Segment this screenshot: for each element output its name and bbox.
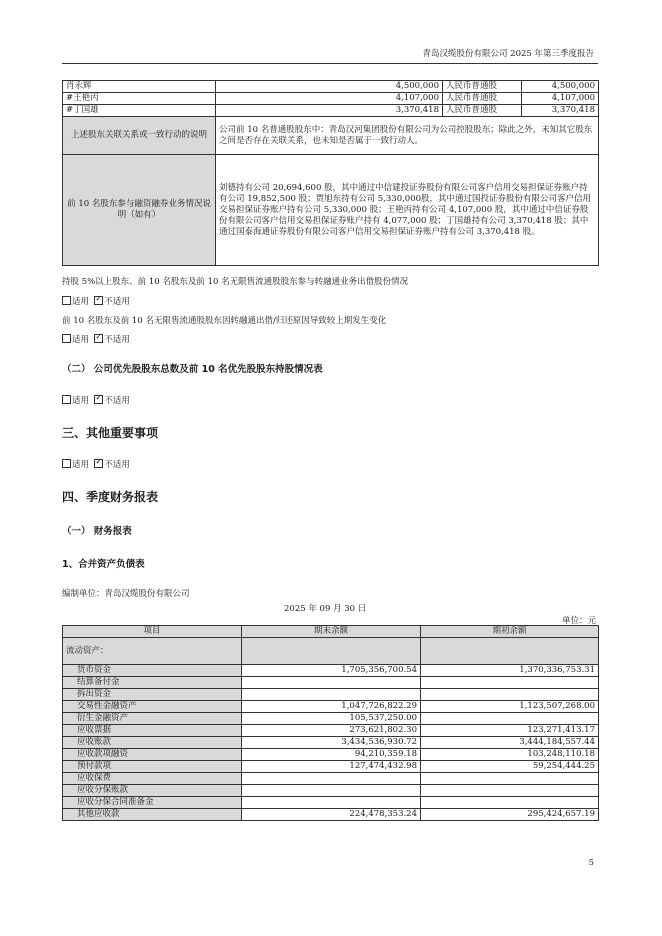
bs-end-value: 273,621,802.30 xyxy=(242,725,421,737)
balance-row xyxy=(63,785,599,797)
bs-item: 应收分保账款 xyxy=(63,785,242,797)
bs-end-value: 1,047,726,822.29 xyxy=(242,701,421,713)
balance-row xyxy=(63,737,599,749)
bs-begin-value xyxy=(421,797,599,809)
bs-item: 其他应收款 xyxy=(63,809,242,821)
balance-row xyxy=(63,773,599,785)
balance-row xyxy=(63,797,599,809)
lend-title: 持股 5%以上股东、前 10 名股东及前 10 名无限售流通股股东参与转融通业务出借股份情况 xyxy=(62,277,409,287)
holder-name: 肖永辉 xyxy=(63,81,216,93)
bs-begin-value: 1,370,336,753.31 xyxy=(421,665,599,677)
holder-name: #王艳丙 xyxy=(63,93,216,105)
unit-label: 单位：元 xyxy=(561,616,596,626)
bs-end-value xyxy=(242,773,421,785)
bs-begin-value: 123,271,413.17 xyxy=(421,725,599,737)
share-type: 人民币普通股 xyxy=(443,105,522,117)
col-header-begin: 期初余额 xyxy=(421,626,599,638)
bs-end-value xyxy=(242,677,421,689)
bs-begin-value xyxy=(421,677,599,689)
page-number: 5 xyxy=(588,858,594,868)
pref-heading: （二） 公司优先股股东总数及前 10 名优先股股东持股情况表 xyxy=(62,364,323,375)
balance-row xyxy=(63,689,599,701)
balance-row xyxy=(63,809,599,821)
unchecked-box-icon xyxy=(62,395,71,404)
bs-item: 衍生金融资产 xyxy=(63,713,242,725)
other-options: 适用 ✓ 不适用 xyxy=(62,458,130,470)
bs-begin-value xyxy=(421,713,599,725)
bs-item: 应收分保合同准备金 xyxy=(63,797,242,809)
bs-begin-value: 295,424,657.19 xyxy=(421,809,599,821)
bs-item: 应收账款 xyxy=(63,737,242,749)
bs-item: 拆出资金 xyxy=(63,689,242,701)
report-date: 2025 年 09 月 30 日 xyxy=(284,604,367,614)
page-header: 青岛汉缆股份有限公司 2025 年第三季度报告 xyxy=(422,49,594,59)
col-header-end: 期末余额 xyxy=(242,626,421,638)
holder-shares: 4,500,000 xyxy=(216,81,443,93)
relation-text: 公司前 10 名普通股股东中：青岛汉河集团股份有限公司为公司控股股东；除此之外，未知其它股东之间是否存在关联关系，也未知是否属于一致行动人。 xyxy=(216,117,599,155)
fin-heading: 四、季度财务报表 xyxy=(62,490,159,504)
holder-shares: 4,107,000 xyxy=(216,93,443,105)
bs-begin-value: 103,248,110.18 xyxy=(421,749,599,761)
bs-end-value: 3,434,536,930.72 xyxy=(242,737,421,749)
holder-row xyxy=(63,93,599,105)
header-rule xyxy=(62,63,598,64)
bs-heading: 1、合并资产负债表 xyxy=(62,559,145,570)
lend-options: 适用 ✓ 不适用 xyxy=(62,295,130,307)
balance-row xyxy=(63,749,599,761)
bs-begin-value xyxy=(421,785,599,797)
pref-options: 适用 ✓ 不适用 xyxy=(62,394,130,406)
checked-box-icon xyxy=(94,459,103,468)
bs-item: 应收款项融资 xyxy=(63,749,242,761)
balance-sheet-table xyxy=(62,625,599,821)
margin-label: 前 10 名股东参与融资融券业务情况说明（如有） xyxy=(63,155,216,266)
bs-item: 结算备付金 xyxy=(63,677,242,689)
bs-end-value: 224,478,353.24 xyxy=(242,809,421,821)
bs-end-value: 1,705,356,700.54 xyxy=(242,665,421,677)
category-current-assets: 流动资产： xyxy=(63,638,242,665)
bs-end-value xyxy=(242,797,421,809)
compiler: 编制单位：青岛汉缆股份有限公司 xyxy=(62,589,190,599)
bs-item: 应收保费 xyxy=(63,773,242,785)
share-type: 人民币普通股 xyxy=(443,93,522,105)
bs-item: 交易性金融资产 xyxy=(63,701,242,713)
holder-name: #丁国雄 xyxy=(63,105,216,117)
shareholders-table xyxy=(62,80,599,266)
share-type: 人民币普通股 xyxy=(443,81,522,93)
bs-end-value: 105,537,250.00 xyxy=(242,713,421,725)
unchecked-box-icon xyxy=(62,296,71,305)
checked-box-icon xyxy=(94,334,103,343)
checked-box-icon xyxy=(94,395,103,404)
balance-row xyxy=(63,725,599,737)
change-title: 前 10 名股东及前 10 名无限售流通股股东因转融通出借/归还原因导致较上期发生变化 xyxy=(62,316,387,326)
bs-end-value: 94,210,359.18 xyxy=(242,749,421,761)
holder-shares: 3,370,418 xyxy=(216,105,443,117)
holder-row xyxy=(63,105,599,117)
bs-item: 应收票据 xyxy=(63,725,242,737)
bs-begin-value: 3,444,184,557.44 xyxy=(421,737,599,749)
unchecked-box-icon xyxy=(62,334,71,343)
bs-end-value xyxy=(242,785,421,797)
bs-begin-value xyxy=(421,773,599,785)
relation-label: 上述股东关联关系或一致行动的说明 xyxy=(63,117,216,155)
other-heading: 三、其他重要事项 xyxy=(62,426,159,440)
balance-row xyxy=(63,665,599,677)
share-qty: 4,500,000 xyxy=(522,81,599,93)
change-options: 适用 ✓ 不适用 xyxy=(62,333,130,345)
balance-row xyxy=(63,761,599,773)
col-header-item: 项目 xyxy=(63,626,242,638)
margin-text: 刘德持有公司 20,694,600 股，其中通过中信建投证券股份有限公司客户信用交易担保证券账户持有公司 19,852,500 股；贾旭东持有公司 5,330,000股，其中通过国投证券股份有限公司客户信用交易担保证券账户持有公司 5,330,000 股；王艳丙持有公司 4,107,000 股，其中通过中信证券股份有限公司客户信用交易担保证券账户持有 4,077,000 股；丁国雄持有公司 3,370,418 股；其中通过国泰海通证券股份有限公司客户信用交易担保证券账户持有公司 3,370,418 股。 xyxy=(216,155,599,266)
bs-begin-value: 59,254,444.25 xyxy=(421,761,599,773)
bs-item: 货币资金 xyxy=(63,665,242,677)
fin-sub-heading: （一） 财务报表 xyxy=(62,526,132,537)
bs-end-value xyxy=(242,689,421,701)
holder-row xyxy=(63,81,599,93)
share-qty: 4,107,000 xyxy=(522,93,599,105)
bs-item: 预付款项 xyxy=(63,761,242,773)
share-qty: 3,370,418 xyxy=(522,105,599,117)
unchecked-box-icon xyxy=(62,459,71,468)
balance-row xyxy=(63,713,599,725)
bs-end-value: 127,474,432.98 xyxy=(242,761,421,773)
checked-box-icon xyxy=(94,296,103,305)
bs-begin-value xyxy=(421,689,599,701)
balance-row xyxy=(63,677,599,689)
bs-begin-value: 1,123,507,268.00 xyxy=(421,701,599,713)
balance-row xyxy=(63,701,599,713)
